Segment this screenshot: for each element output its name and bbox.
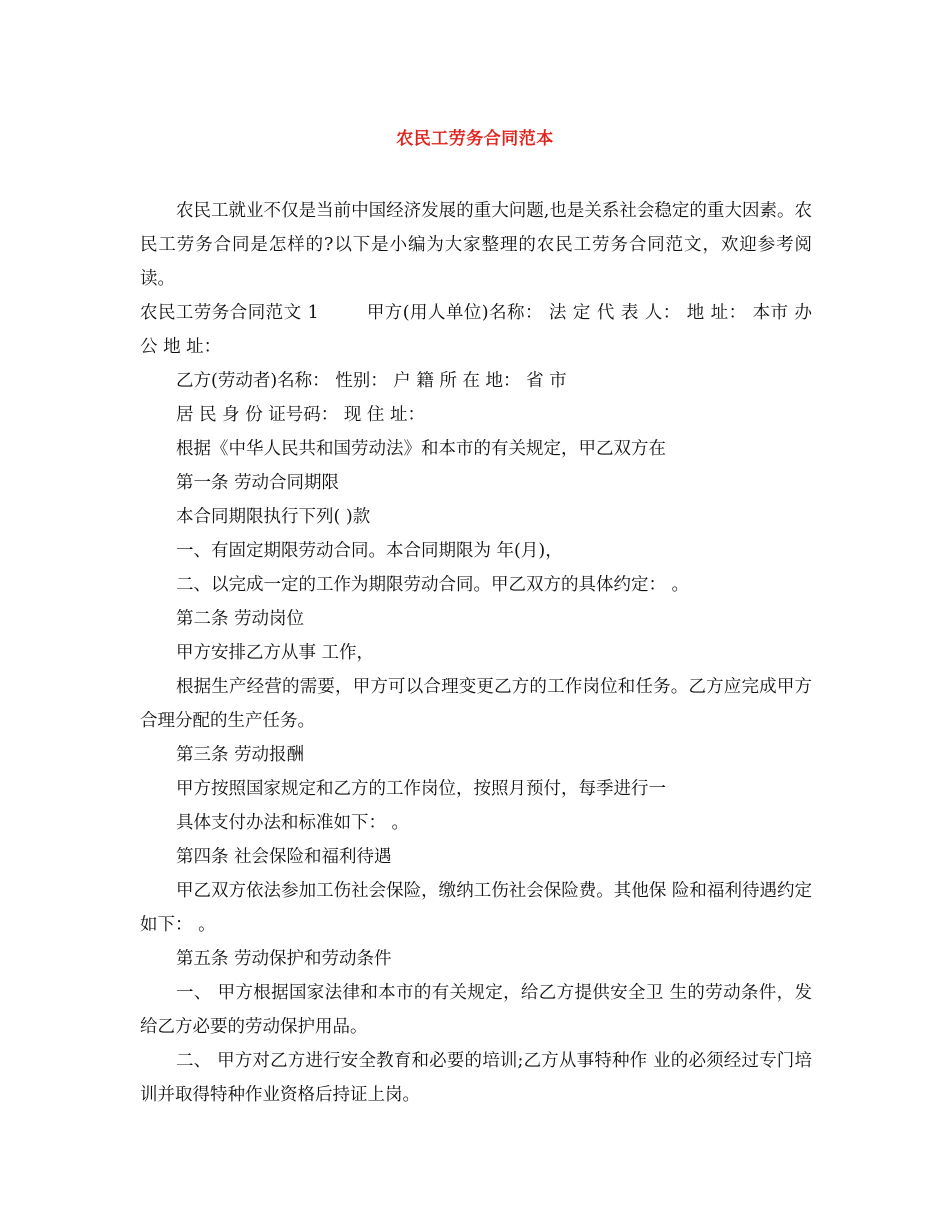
article-5-paragraph: 二、 甲方对乙方进行安全教育和必要的培训;乙方从事特种作 业的必须经过专门培训并取得特种作业资格后持证上岗。	[140, 1051, 812, 1105]
article-4-paragraph: 甲乙双方依法参加工伤社会保险，缴纳工伤社会保险费。其他保 险和福利待遇约定如下： 。	[140, 881, 812, 935]
party-b-fields: 乙方(劳动者)名称： 性别： 户 籍 所 在 地： 省 市	[176, 371, 567, 391]
sample-heading-line	[140, 296, 812, 364]
article-2-title: 第二条 劳动岗位	[176, 609, 305, 629]
article-2-paragraph: 根据生产经营的需要，甲方可以合理变更乙方的工作岗位和任务。乙方应完成甲方合理分配的生产任务。	[140, 677, 812, 731]
article-1-title: 第一条 劳动合同期限	[176, 473, 340, 493]
party-a-fields: 甲方(用人单位)名称： 法 定 代 表 人： 地 址： 本市 办 公 地 址：	[140, 303, 812, 357]
sample-heading: 农民工劳务合同范文 1	[140, 303, 319, 323]
document-title: 农民工劳务合同范本	[396, 129, 554, 149]
article-1-paragraph: 本合同期限执行下列( )款	[176, 507, 371, 527]
intro-paragraph: 农民工就业不仅是当前中国经济发展的重大问题,也是关系社会稳定的重大因素。农民工劳务合同是怎样的?以下是小编为大家整理的农民工劳务合同范文，欢迎参考阅读。	[140, 201, 812, 289]
document-body	[140, 194, 812, 1112]
article-1-paragraph: 二、以完成一定的工作为期限劳动合同。甲乙双方的具体约定： 。	[176, 575, 690, 595]
article-3-paragraph: 甲方按照国家规定和乙方的工作岗位，按照月预付，每季进行一	[176, 779, 666, 799]
article-3-paragraph: 具体支付办法和标准如下： 。	[176, 813, 410, 833]
party-b-id-fields: 居 民 身 份 证号码： 现 住 址：	[176, 405, 425, 425]
contract-basis: 根据《中华人民共和国劳动法》和本市的有关规定，甲乙双方在	[176, 439, 666, 459]
article-2-paragraph: 甲方安排乙方从事 工作，	[176, 643, 375, 663]
article-4-title: 第四条 社会保险和福利待遇	[176, 847, 392, 867]
article-3-title: 第三条 劳动报酬	[176, 745, 305, 765]
article-5-title: 第五条 劳动保护和劳动条件	[176, 949, 392, 969]
article-1-paragraph: 一、有固定期限劳动合同。本合同期限为 年(月)，	[176, 541, 563, 561]
article-5-paragraph: 一、 甲方根据国家法律和本市的有关规定，给乙方提供安全卫 生的劳动条件，发给乙方必要的劳动保护用品。	[140, 983, 812, 1037]
